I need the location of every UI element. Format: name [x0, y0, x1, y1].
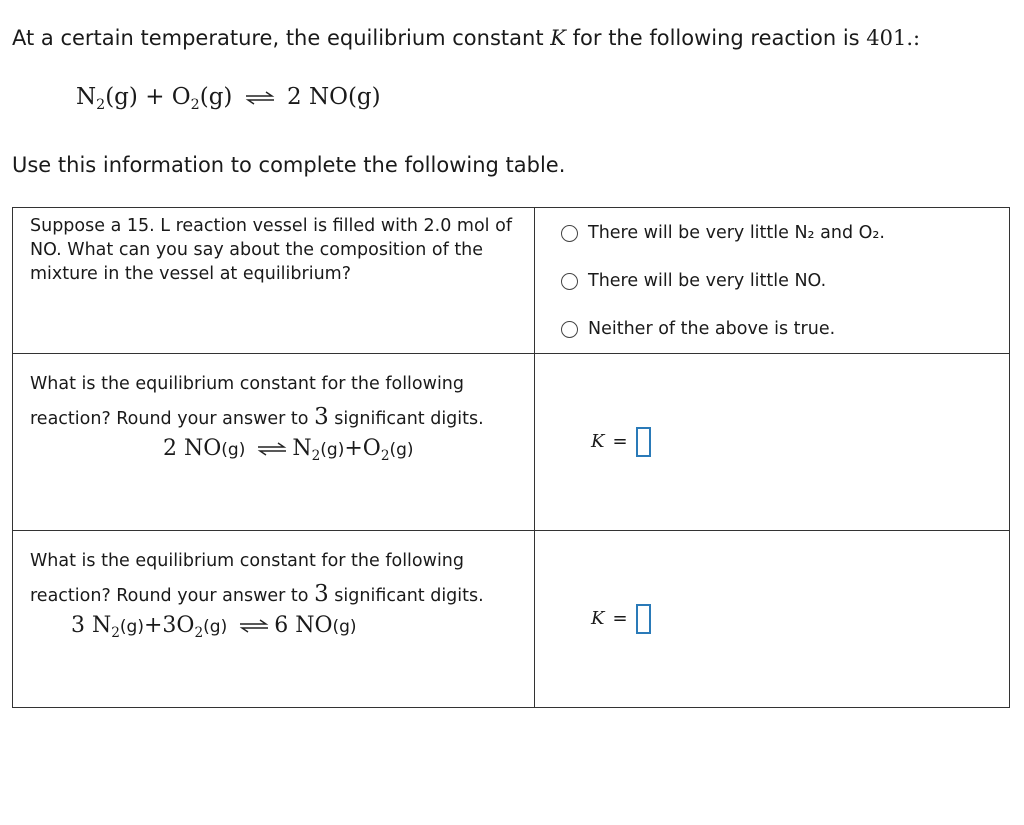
plus-sign: +: [145, 84, 165, 110]
radio-button[interactable]: [561, 321, 578, 338]
coefficient: 2: [163, 436, 177, 461]
plus-sign: +: [143, 613, 163, 638]
q1-cell: [13, 208, 535, 354]
state: (g): [221, 440, 246, 460]
reactant-n: N: [76, 84, 97, 110]
species: NO: [184, 436, 222, 461]
q3-text-a: What is the equilibrium constant for the following reaction? Round your answer to: [30, 551, 465, 606]
k-answer-row: [535, 531, 1009, 706]
species: N: [92, 613, 112, 638]
state: (g): [119, 617, 144, 637]
table-row: [13, 531, 1010, 708]
subscript: 2: [190, 96, 200, 113]
q2-answer-cell: [535, 354, 1010, 531]
equals-sign: =: [612, 608, 628, 629]
state: (g): [199, 84, 233, 110]
equilibrium-arrow-icon: [244, 91, 276, 105]
coefficient: 6: [274, 613, 289, 638]
state: (g): [389, 440, 414, 460]
k-answer-input[interactable]: [636, 604, 651, 634]
state: (g): [105, 84, 138, 110]
k-symbol: K: [550, 26, 566, 50]
state: (g): [203, 617, 228, 637]
subscript: 2: [380, 447, 390, 464]
q3-answer-cell: [535, 531, 1010, 708]
q2-cell: [13, 354, 535, 531]
option-label: There will be very little NO.: [588, 271, 827, 291]
species: NO: [295, 613, 333, 638]
reactant-o: O: [171, 84, 191, 110]
equilibrium-arrow-icon: [238, 619, 270, 633]
intro-sentence: [12, 26, 920, 50]
q3-text-b: significant digits.: [334, 586, 484, 606]
product-no: 2 NO: [287, 84, 348, 110]
coefficient: 3: [162, 613, 177, 638]
radio-button[interactable]: [561, 225, 578, 242]
intro-prefix: At a certain temperature, the equilibrium constant: [12, 26, 544, 50]
subscript: 2: [194, 624, 204, 641]
equals-sign: =: [612, 431, 628, 452]
plus-sign: +: [344, 436, 363, 461]
option-neither[interactable]: [535, 305, 1009, 353]
state: (g): [320, 440, 345, 460]
q3-reaction: [13, 613, 534, 641]
species: O: [362, 436, 381, 461]
state: (g): [332, 617, 357, 637]
q1-options-cell: [535, 208, 1010, 354]
q1-text: Suppose a 15. L reaction vessel is filled with 2.0 mol of NO. What can you say about the composition of the mixture in the vessel at equilibrium?: [30, 216, 512, 284]
q2-reaction: [13, 436, 534, 464]
main-reaction: [76, 84, 381, 113]
digits-count: 3: [314, 404, 329, 430]
k-answer-row: [535, 354, 1009, 529]
equilibrium-arrow-icon: [256, 442, 288, 456]
digits-count: 3: [314, 581, 329, 607]
species: N: [292, 436, 312, 461]
q3-cell: [13, 531, 535, 708]
option-label: There will be very little N₂ and O₂.: [588, 223, 885, 243]
k-label: K: [591, 431, 605, 452]
subscript: 2: [111, 624, 120, 641]
instruction: Use this information to complete the following table.: [12, 153, 566, 177]
option-little-n2-o2[interactable]: [535, 209, 1009, 257]
option-little-no[interactable]: [535, 257, 1009, 305]
table-row: [13, 354, 1010, 531]
state: (g): [347, 84, 381, 110]
q2-text-b: significant digits.: [334, 409, 484, 429]
intro-suffix: for the following reaction is: [572, 26, 860, 50]
option-label: Neither of the above is true.: [588, 319, 836, 339]
coefficient: 3: [71, 613, 85, 638]
q3-text: [13, 531, 534, 607]
q2-text-a: What is the equilibrium constant for the following reaction? Round your answer to: [30, 374, 465, 429]
subscript: 2: [311, 447, 321, 464]
q2-text: [13, 354, 534, 430]
k-label: K: [591, 608, 605, 629]
k-answer-input[interactable]: [636, 427, 651, 457]
species: O: [176, 613, 195, 638]
table-row: [13, 208, 1010, 354]
subscript: 2: [96, 96, 106, 113]
question-table: [12, 207, 1010, 708]
radio-button[interactable]: [561, 273, 578, 290]
k-value: 401.:: [866, 26, 921, 50]
